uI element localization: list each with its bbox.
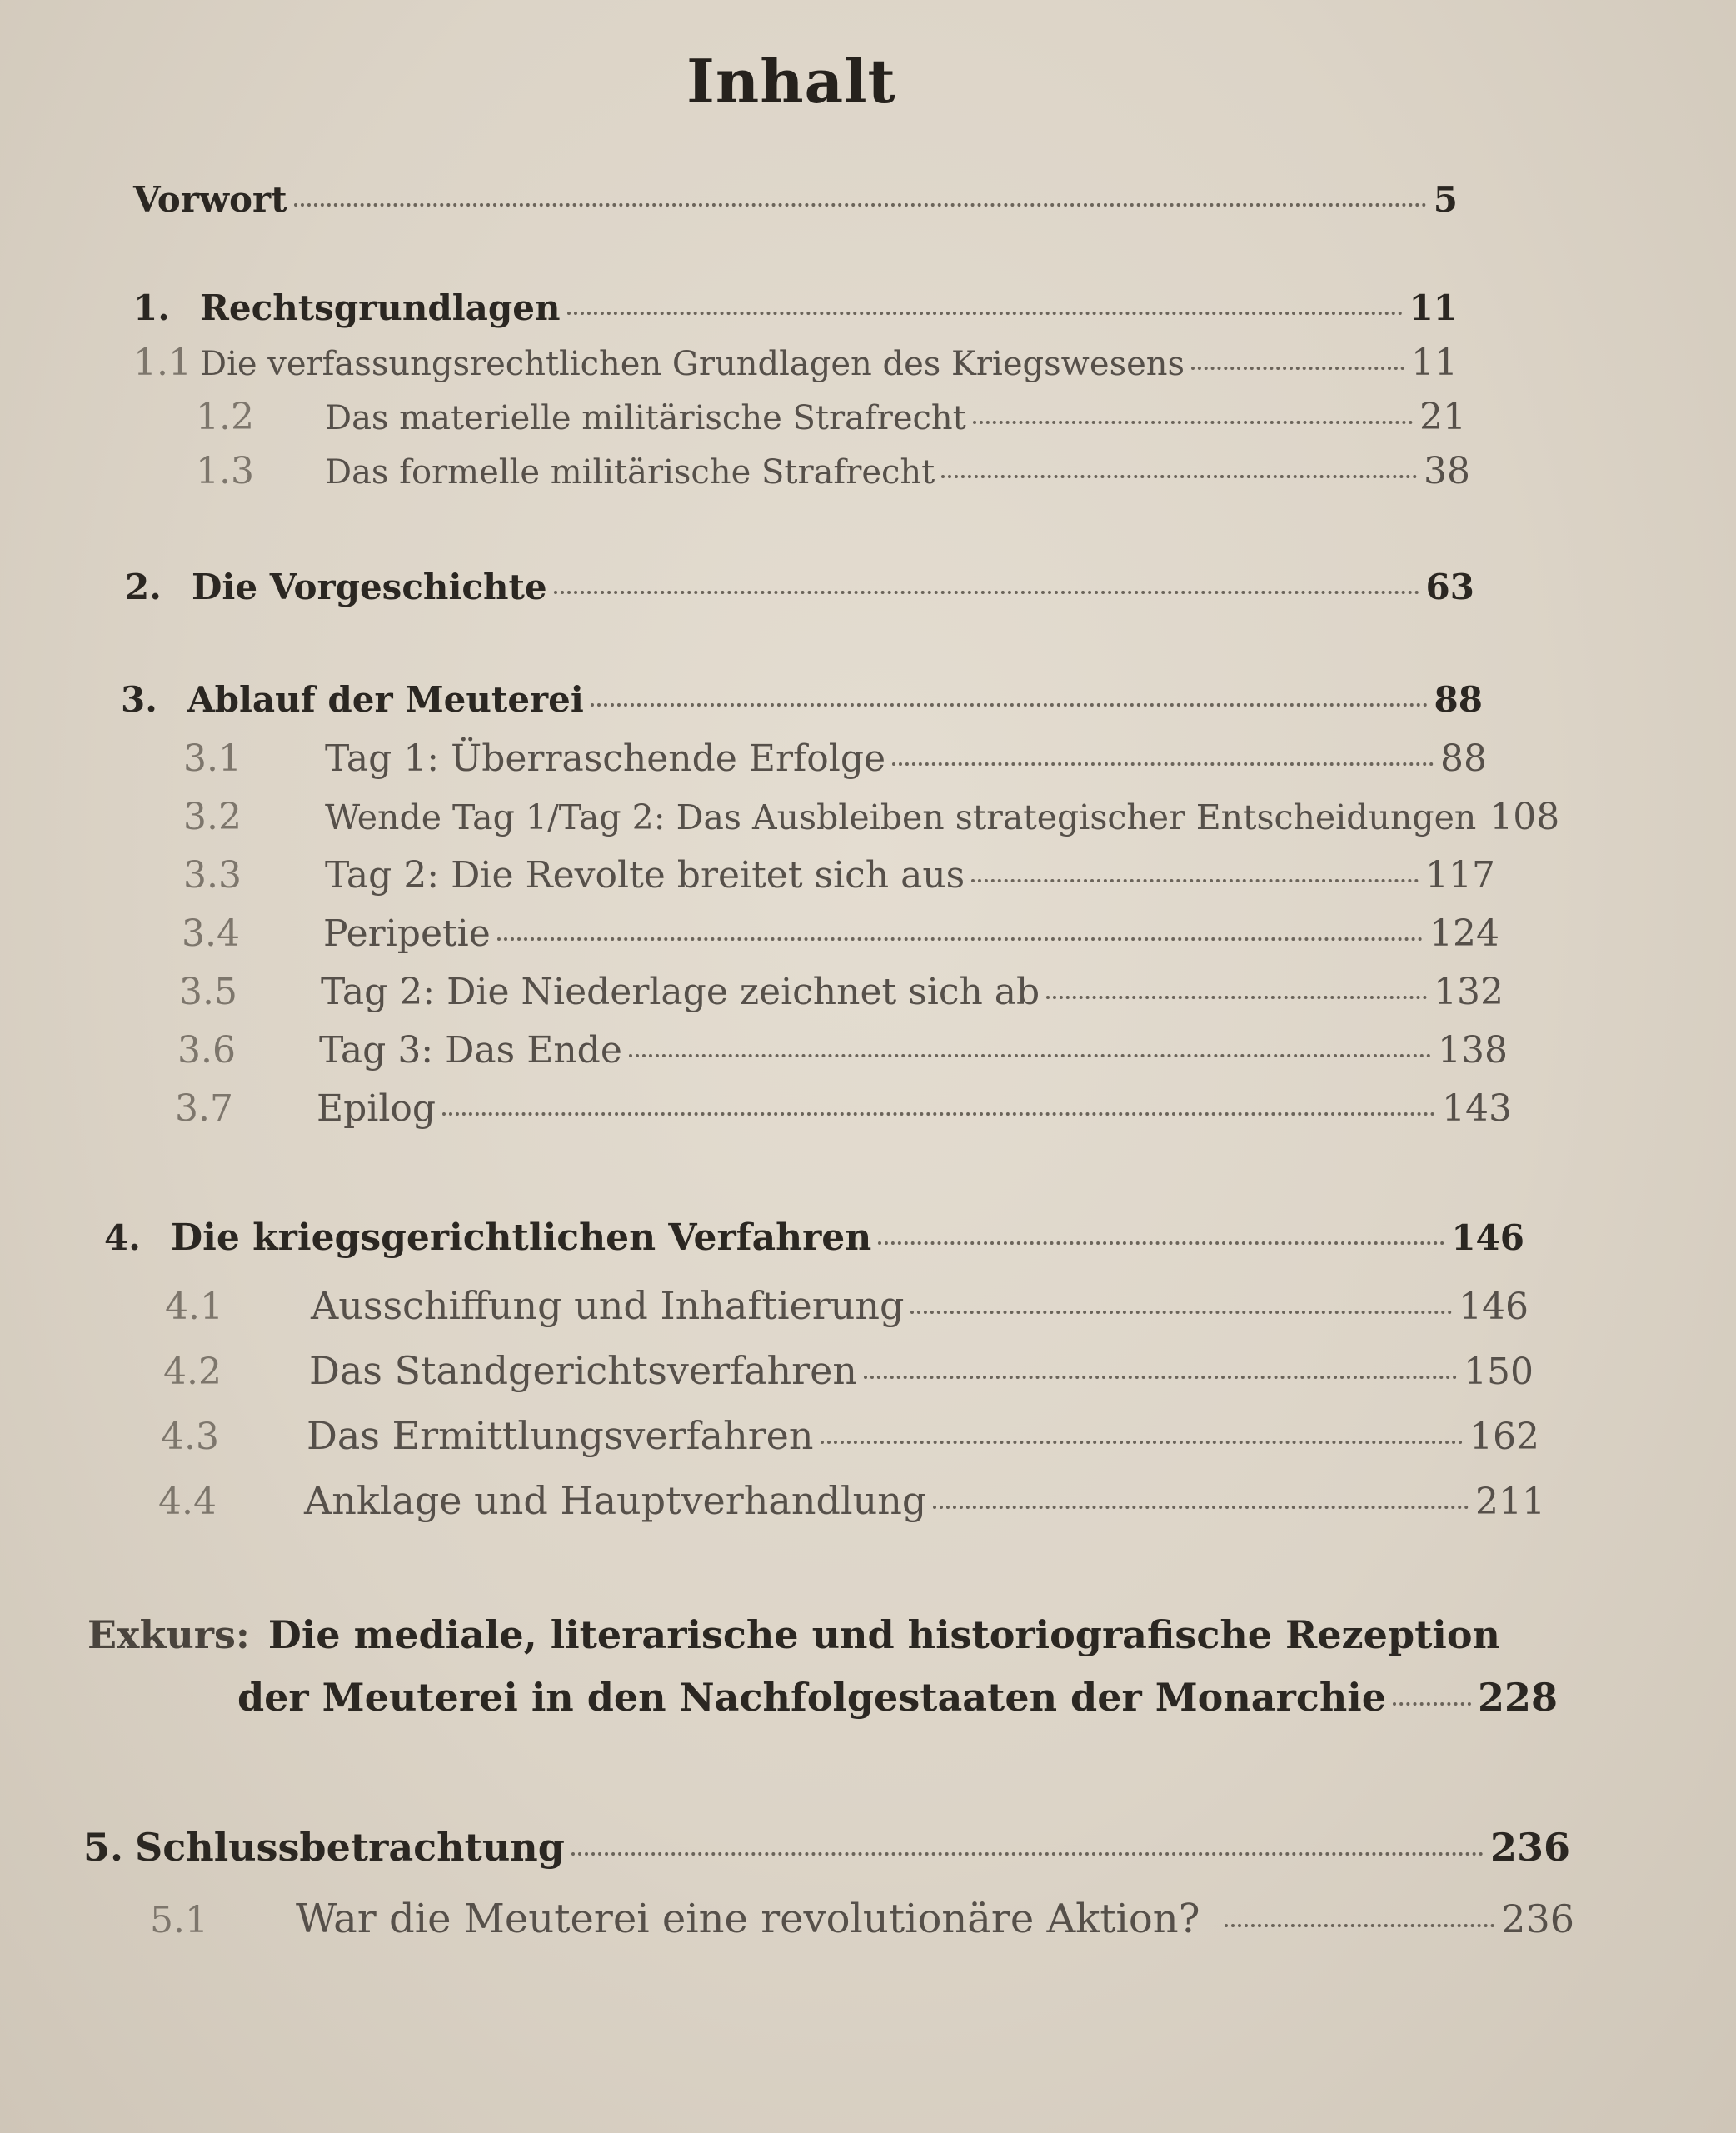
- dot-leader: [442, 1112, 1435, 1116]
- toc-page: 38: [1424, 450, 1470, 492]
- toc-page: 63: [1425, 567, 1474, 607]
- toc-page: 21: [1419, 396, 1466, 438]
- toc-entry-3-1: [183, 737, 1487, 780]
- toc-label: Ablauf der Meuterei: [187, 679, 584, 720]
- toc-label: Das materielle militärische Strafrecht: [325, 399, 966, 437]
- toc-label: der Meuterei in den Nachfolgestaaten der Monarchie: [237, 1675, 1387, 1720]
- toc-entry-4-4: [158, 1478, 1545, 1523]
- toc-page: 11: [1409, 287, 1458, 328]
- toc-entry-4-1: [165, 1283, 1529, 1328]
- toc-page: 211: [1475, 1481, 1545, 1523]
- dot-leader: [571, 1852, 1484, 1856]
- toc-label: Schlussbetrachtung: [135, 1825, 565, 1870]
- toc-page: 162: [1469, 1416, 1539, 1458]
- toc-page: 117: [1425, 854, 1495, 897]
- toc-label: Tag 2: Die Revolte breitet sich aus: [325, 854, 965, 897]
- toc-entry-3-2: [183, 796, 1560, 838]
- dot-leader: [971, 879, 1419, 882]
- toc-number: 1.1: [133, 342, 192, 384]
- toc-number: 3.7: [175, 1087, 233, 1130]
- toc-label: Tag 1: Überraschende Erfolge: [325, 737, 886, 780]
- toc-label: Vorwort: [133, 179, 287, 220]
- toc-number: 4.3: [161, 1416, 219, 1458]
- dot-leader: [933, 1506, 1469, 1509]
- dot-leader: [497, 937, 1423, 941]
- toc-page: 228: [1477, 1675, 1558, 1720]
- toc-page: 236: [1501, 1896, 1574, 1941]
- toc-label: Wende Tag 1/Tag 2: Das Ausbleiben strategischer Entscheidungen: [325, 797, 1477, 837]
- toc-page: 124: [1429, 912, 1499, 955]
- toc-page: 146: [1451, 1217, 1524, 1258]
- toc-number: 3.5: [179, 971, 237, 1013]
- dot-leader: [892, 762, 1434, 766]
- toc-number: 5.1: [150, 1899, 208, 1941]
- toc-entry-1-1: [133, 342, 1458, 384]
- toc-label: Tag 2: Die Niederlage zeichnet sich ab: [321, 971, 1040, 1013]
- dot-leader: [864, 1376, 1457, 1379]
- dot-leader: [629, 1054, 1431, 1057]
- toc-number: 4.1: [165, 1286, 223, 1328]
- toc-label: War die Meuterei eine revolutionäre Aktion?: [296, 1896, 1200, 1942]
- toc-entry-chapter-5: [83, 1825, 1570, 1870]
- toc-page: 150: [1464, 1351, 1534, 1393]
- page-title: Inhalt: [686, 46, 896, 117]
- toc-number: 4.2: [163, 1351, 222, 1393]
- dot-leader: [878, 1241, 1444, 1245]
- exkurs-lead: Exkurs:: [87, 1612, 250, 1657]
- toc-number: 3.6: [177, 1029, 236, 1071]
- dot-leader: [973, 421, 1413, 424]
- toc-label: Rechtsgrundlagen: [200, 287, 561, 328]
- toc-entry-3-5: [179, 971, 1504, 1013]
- toc-label: Die kriegsgerichtlichen Verfahren: [171, 1216, 872, 1259]
- toc-exkurs-line-1: [87, 1612, 1500, 1657]
- toc-label: Epilog: [317, 1087, 436, 1130]
- dot-leader: [821, 1441, 1463, 1444]
- dot-leader: [1046, 996, 1427, 999]
- toc-entry-3-7: [175, 1087, 1512, 1130]
- toc-page: 108: [1489, 796, 1560, 838]
- dot-leader: [294, 203, 1427, 207]
- toc-page: 132: [1434, 971, 1504, 1013]
- toc-entry-chapter-4: [104, 1216, 1524, 1259]
- toc-number: 1.2: [196, 396, 254, 438]
- toc-number: 4.4: [158, 1481, 217, 1523]
- toc-number: 3.3: [183, 854, 242, 897]
- toc-page: 88: [1440, 737, 1487, 780]
- toc-number: 3.1: [183, 737, 242, 780]
- toc-label: Ausschiffung und Inhaftierung: [311, 1283, 905, 1328]
- toc-number: 5.: [83, 1825, 124, 1870]
- toc-label: Die mediale, literarische und historiografische Rezeption: [267, 1612, 1500, 1657]
- toc-label: Das Standgerichtsverfahren: [309, 1348, 857, 1393]
- toc-label: Peripetie: [323, 912, 491, 955]
- dot-leader: [941, 475, 1417, 478]
- dot-leader: [1191, 367, 1404, 370]
- toc-label: Die verfassungsrechtlichen Grundlagen des Kriegswesens: [200, 345, 1185, 383]
- toc-entry-3-6: [177, 1029, 1508, 1071]
- dot-leader: [1225, 1924, 1494, 1927]
- toc-entry-3-4: [182, 912, 1499, 955]
- toc-entry-4-2: [163, 1348, 1534, 1393]
- toc-number: 1.: [133, 287, 170, 328]
- toc-page: 138: [1438, 1029, 1508, 1071]
- dot-leader: [591, 703, 1428, 707]
- toc-number: 3.: [121, 679, 157, 720]
- dot-leader: [554, 591, 1419, 594]
- toc-page: 88: [1434, 679, 1483, 720]
- toc-entry-chapter-3: [121, 679, 1483, 720]
- toc-entry-3-3: [183, 854, 1495, 897]
- toc-entry-chapter-2: [125, 567, 1474, 607]
- toc-label: Das formelle militärische Strafrecht: [325, 453, 935, 492]
- toc-exkurs-line-2: [237, 1675, 1558, 1720]
- toc-page: 5: [1433, 179, 1458, 220]
- toc-label: Das Ermittlungsverfahren: [307, 1413, 814, 1458]
- toc-entry-4-3: [161, 1413, 1539, 1458]
- toc-label: Anklage und Hauptverhandlung: [304, 1478, 927, 1523]
- toc-label: Tag 3: Das Ende: [319, 1029, 622, 1071]
- toc-page: 146: [1459, 1286, 1529, 1328]
- toc-page: 11: [1411, 342, 1458, 384]
- toc-entry-1-3: [196, 450, 1470, 492]
- toc-label: Die Vorgeschichte: [192, 567, 547, 607]
- toc-number: 3.2: [183, 796, 242, 838]
- toc-entry-vorwort: [133, 179, 1458, 220]
- toc-number: 4.: [104, 1217, 141, 1258]
- toc-number: 2.: [125, 567, 162, 607]
- dot-leader: [1393, 1702, 1471, 1706]
- toc-number: 3.4: [182, 912, 240, 955]
- toc-page: 143: [1442, 1087, 1512, 1130]
- toc-entry-5-1: [150, 1896, 1574, 1942]
- toc-number: 1.3: [196, 450, 254, 492]
- dot-leader: [567, 312, 1403, 315]
- toc-entry-1-2: [196, 396, 1466, 438]
- toc-entry-chapter-1: [133, 287, 1458, 328]
- toc-page: 236: [1489, 1825, 1570, 1870]
- dot-leader: [910, 1311, 1452, 1314]
